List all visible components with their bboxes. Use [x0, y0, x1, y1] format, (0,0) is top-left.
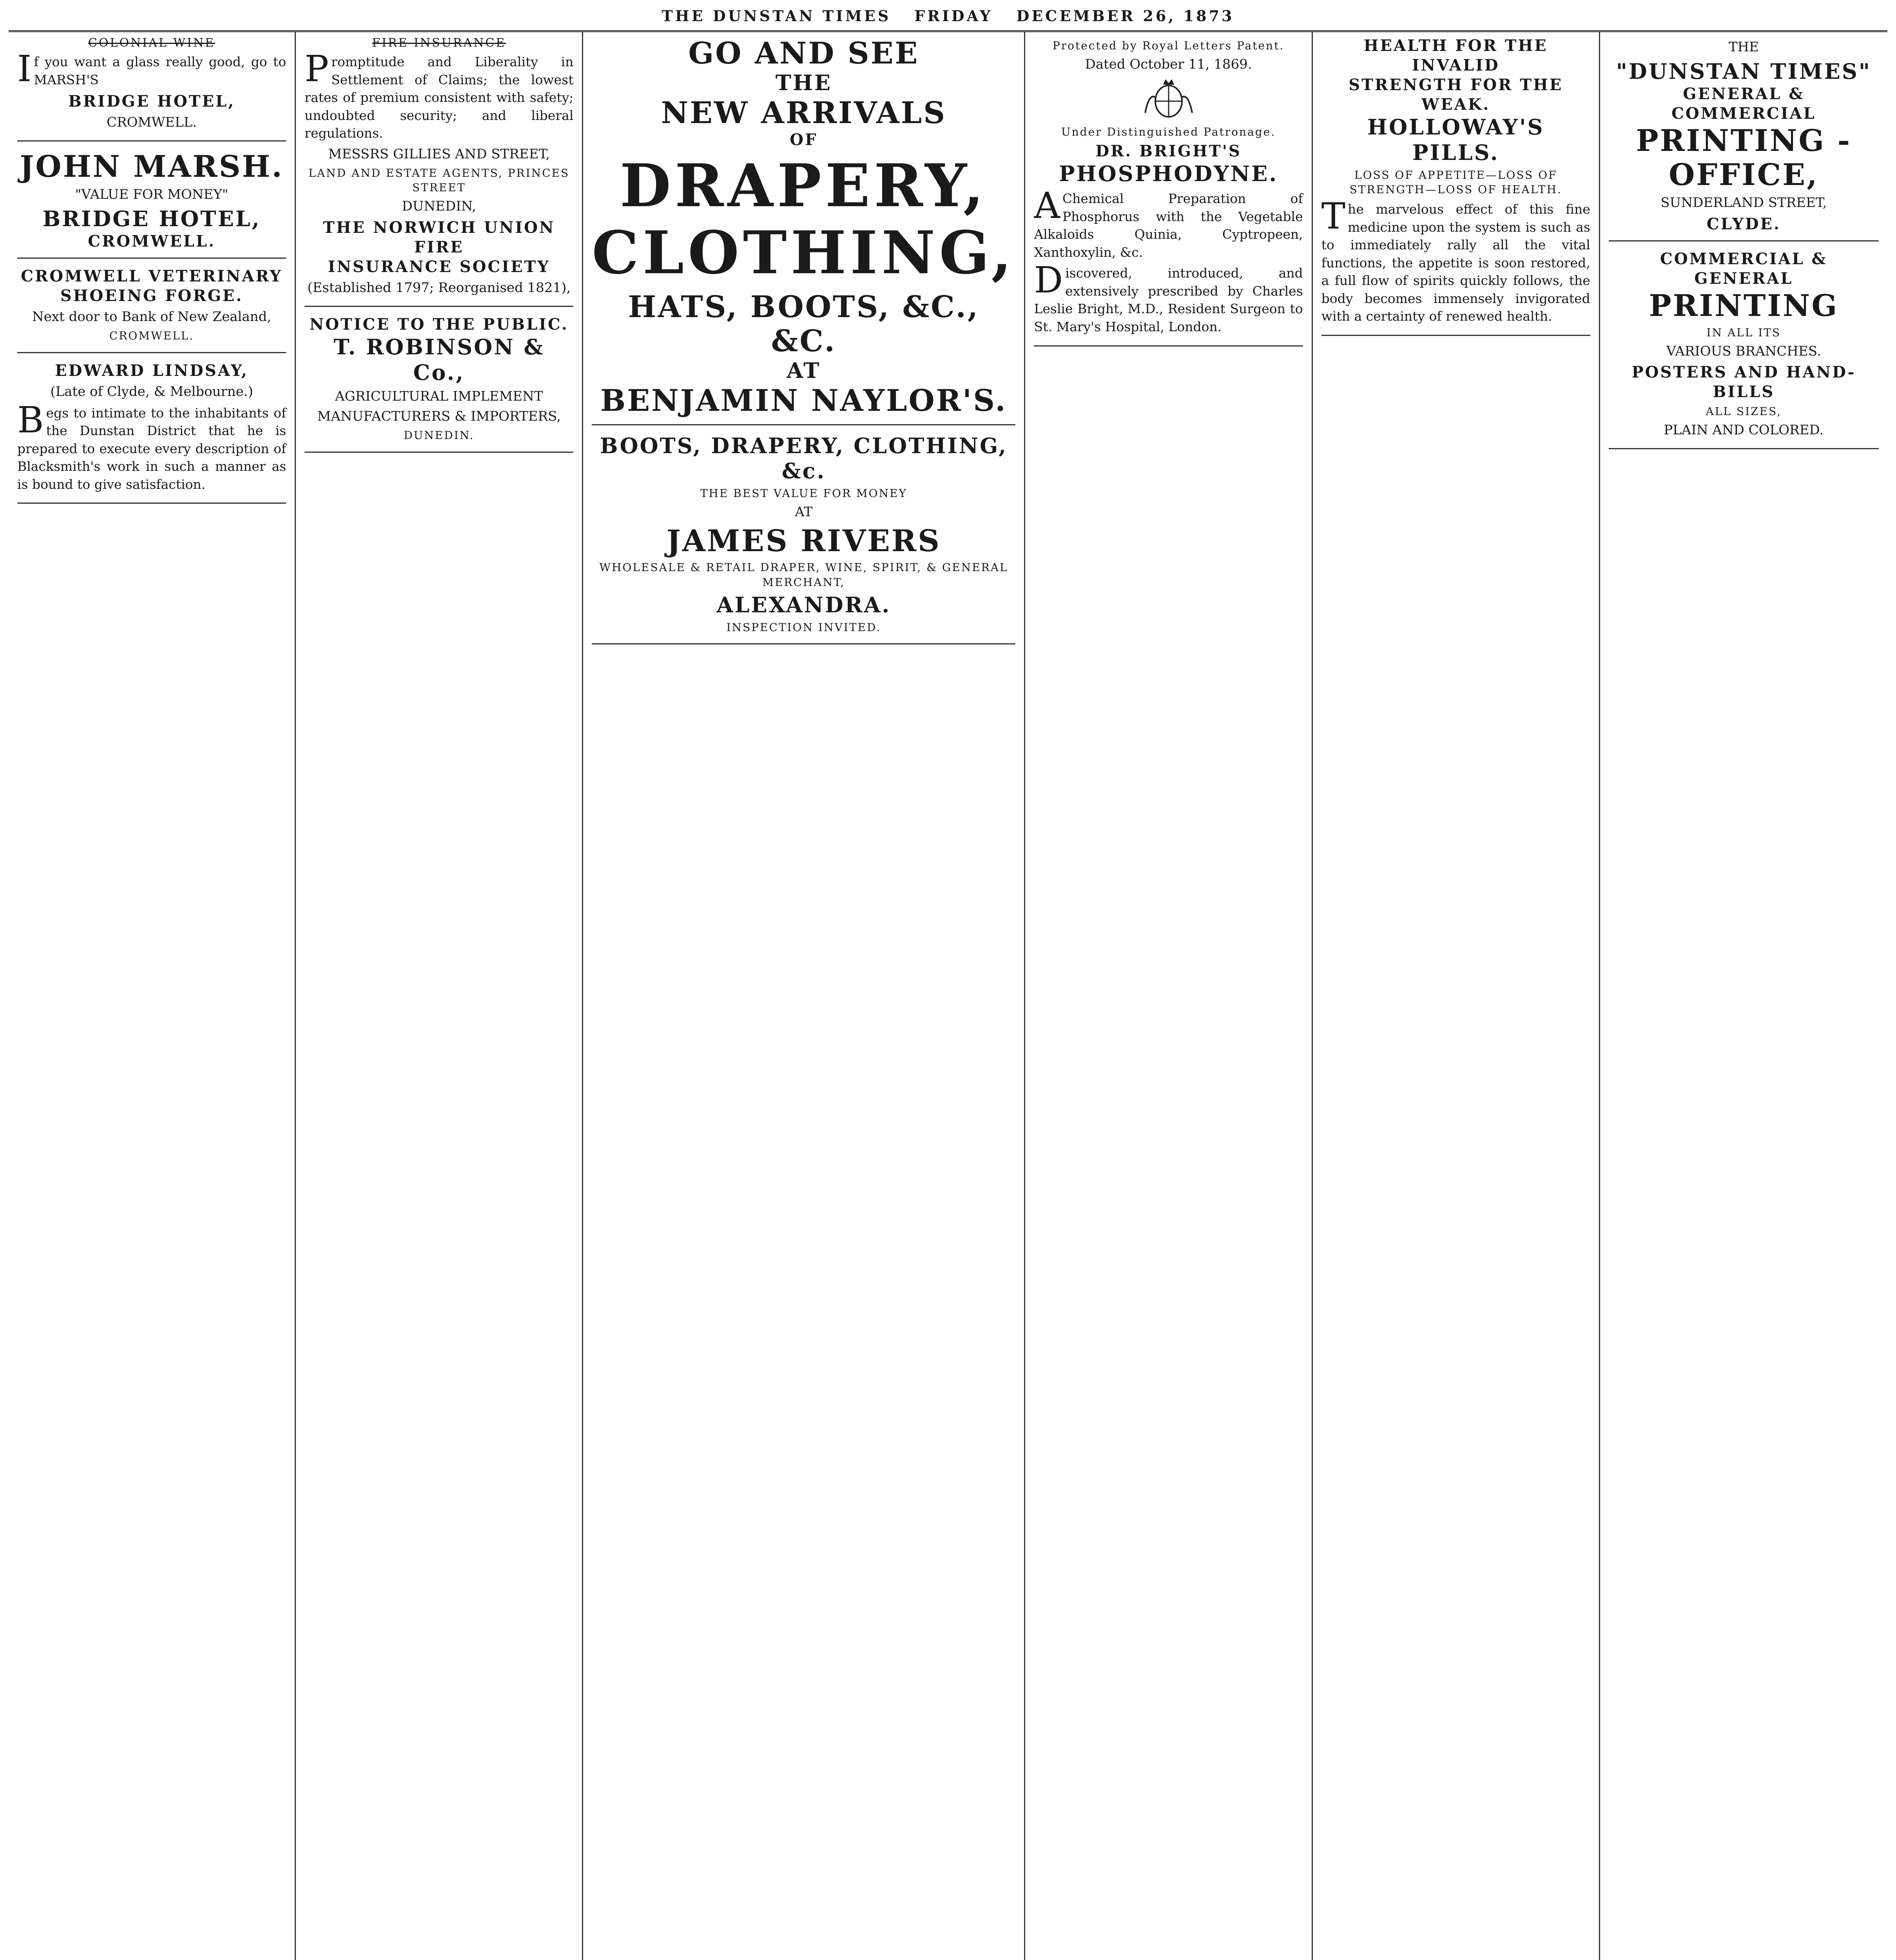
trade-line: AGRICULTURAL IMPLEMENT — [335, 388, 543, 404]
paper-title: "DUNSTAN TIMES" — [1616, 58, 1871, 84]
phosphodyne-advert — [1034, 38, 1303, 347]
branches-line-1: IN ALL ITS — [1706, 326, 1781, 339]
column-5 — [1313, 32, 1600, 1960]
posters-heading: POSTERS AND HAND-BILLS — [1631, 363, 1856, 401]
hotel-name: BRIDGE HOTEL, — [42, 206, 261, 232]
ad-intro: If you want a glass really good, go to MARSH'S — [17, 48, 286, 90]
paper-name: THE DUNSTAN TIMES — [662, 7, 891, 25]
notice-title: NOTICE TO THE PUBLIC. — [309, 315, 569, 334]
office-line-2: PRINTING - OFFICE, — [1636, 123, 1852, 192]
column-1 — [9, 32, 296, 1960]
lindsay-sub: (Late of Clyde, & Melbourne.) — [50, 383, 253, 399]
holloway-body: The marvelous effect of this fine medicine upon the system is such as to immediately rally all the vital functions, the appetite is soon restored, a full flow of spirits quickly follows, the body becomes immensely invigorated with a certainty of renewed health. — [1321, 195, 1590, 324]
product-lead: AChemical Preparation of Phosphorus with the Vegetable Alkaloids Quinia, Cyptropeen, Xanthoxylin, &c. — [1034, 185, 1303, 260]
agents-address: LAND AND ESTATE AGENTS, PRINCES STREET — [308, 166, 570, 194]
fire-insurance-advert — [305, 36, 573, 307]
the-label: THE — [1728, 39, 1759, 55]
new-arrivals: NEW ARRIVALS — [661, 95, 947, 131]
society-founded: (Established 1797; Reorganised 1821), — [307, 280, 571, 296]
column-6 — [1600, 32, 1887, 1960]
printing-heading: PRINTING — [1649, 288, 1839, 323]
office-street: SUNDERLAND STREET, — [1660, 195, 1827, 211]
town-line: CROMWELL. — [107, 114, 197, 131]
printing-office-advert — [1609, 38, 1879, 241]
company-name: T. ROBINSON & Co., — [334, 334, 545, 385]
ad-kicker: COLONIAL WINE — [88, 36, 216, 50]
column-3 — [583, 32, 1025, 1960]
naylor-name: BENJAMIN NAYLOR'S. — [600, 383, 1007, 418]
holloway-headline: HEALTH FOR THE INVALID — [1363, 36, 1548, 74]
at-label-2: AT — [795, 504, 813, 520]
marsh-advert — [17, 36, 286, 142]
product-body: Discovered, introduced, and extensively prescribed by Charles Leslie Bright, M.D., Resident Surgeon to St. Mary's Hospital, London. — [1034, 259, 1303, 334]
column-4 — [1025, 32, 1312, 1960]
society-name: THE NORWICH UNION FIRE — [323, 218, 555, 257]
rivers-trade: WHOLESALE & RETAIL DRAPER, WINE, SPIRIT, & GENERAL MERCHANT, — [599, 561, 1008, 589]
agents-town: DUNEDIN, — [402, 198, 477, 214]
hotel-town: CROMWELL. — [88, 232, 216, 251]
commercial-heading: COMMERCIAL & GENERAL — [1660, 250, 1827, 288]
motto: "VALUE FOR MONEY" — [75, 187, 228, 203]
rivers-town: ALEXANDRA. — [716, 592, 891, 617]
robinson-advert — [305, 315, 573, 453]
drapery-heading: DRAPERY, — [620, 151, 988, 220]
holloway-headline-2: STRENGTH FOR THE WEAK. — [1349, 76, 1563, 114]
office-town: CLYDE. — [1706, 215, 1781, 234]
forge-town: CROMWELL. — [109, 329, 194, 342]
column-2 — [296, 32, 583, 1960]
product-maker: DR. BRIGHT'S — [1095, 142, 1242, 161]
holloway-product: HOLLOWAY'S PILLS. — [1367, 114, 1544, 165]
proprietor-name: JOHN MARSH. — [20, 149, 284, 184]
product-name: PHOSPHODYNE. — [1059, 161, 1278, 187]
rivers-name: JAMES RIVERS — [666, 523, 941, 558]
bridge-hotel-line: BRIDGE HOTEL, — [68, 92, 236, 111]
of-label: OF — [790, 130, 818, 149]
trade-line-2: MANUFACTURERS & IMPORTERS, — [317, 408, 561, 425]
society-name-2: INSURANCE SOCIETY — [328, 258, 550, 276]
dated-line: Dated October 11, 1869. — [1085, 56, 1252, 72]
forge-location: Next door to Bank of New Zealand, — [32, 309, 272, 325]
clothing-heading: CLOTHING, — [592, 218, 1016, 288]
posters-colors: PLAIN AND COLORED. — [1664, 422, 1824, 438]
naylor-advert — [592, 36, 1015, 425]
posters-sizes: ALL SIZES, — [1706, 405, 1782, 418]
insurance-body: Promptitude and Liberality in Settlement of Claims; the lowest rates of premium consistent with safety; undoubted security; and liberal regulations. — [305, 48, 574, 141]
holloway-advert — [1321, 36, 1590, 336]
royal-arms-icon — [1137, 78, 1200, 121]
at-label: AT — [787, 358, 821, 383]
issue-date: DECEMBER 26, 1873 — [1016, 7, 1234, 25]
rivers-heading: BOOTS, DRAPERY, CLOTHING, &c. — [600, 433, 1008, 484]
value-line: THE BEST VALUE FOR MONEY — [700, 487, 907, 500]
lindsay-body: Begs to intimate to the inhabitants of the Dunstan District that he is prepared to execute every description of Blacksmith's work in such a manner as is bound to give satisfaction. — [17, 399, 286, 492]
hats-heading: HATS, BOOTS, &C., &C. — [628, 289, 980, 358]
columns — [9, 32, 1887, 1960]
office-line-1: GENERAL & COMMERCIAL — [1671, 84, 1816, 123]
holloway-sub: LOSS OF APPETITE—LOSS OF STRENGTH—LOSS OF HEALTH. — [1349, 168, 1562, 196]
rivers-advert — [592, 433, 1015, 645]
the-label: THE — [775, 70, 832, 96]
patronage-line: Under Distinguished Patronage. — [1061, 125, 1276, 138]
inspection-line: INSPECTION INVITED. — [726, 621, 881, 634]
forge-subtitle: SHOEING FORGE. — [60, 287, 243, 305]
go-and-see: GO AND SEE — [688, 36, 919, 71]
masthead — [9, 7, 1887, 32]
john-marsh-advert — [17, 149, 286, 259]
forge-advert — [17, 267, 286, 353]
forge-title: CROMWELL VETERINARY — [21, 267, 283, 286]
patent-line: Protected by Royal Letters Patent. — [1052, 39, 1285, 52]
branches-line-2: VARIOUS BRANCHES. — [1666, 343, 1821, 359]
ad-kicker: FIRE INSURANCE — [372, 36, 506, 50]
issue-day: FRIDAY — [914, 7, 993, 25]
company-town: DUNEDIN. — [404, 429, 475, 442]
agents-name: MESSRS GILLIES AND STREET, — [328, 146, 550, 162]
printing-services-advert — [1609, 249, 1879, 449]
lindsay-name: EDWARD LINDSAY, — [55, 361, 248, 380]
lindsay-advert — [17, 361, 286, 504]
